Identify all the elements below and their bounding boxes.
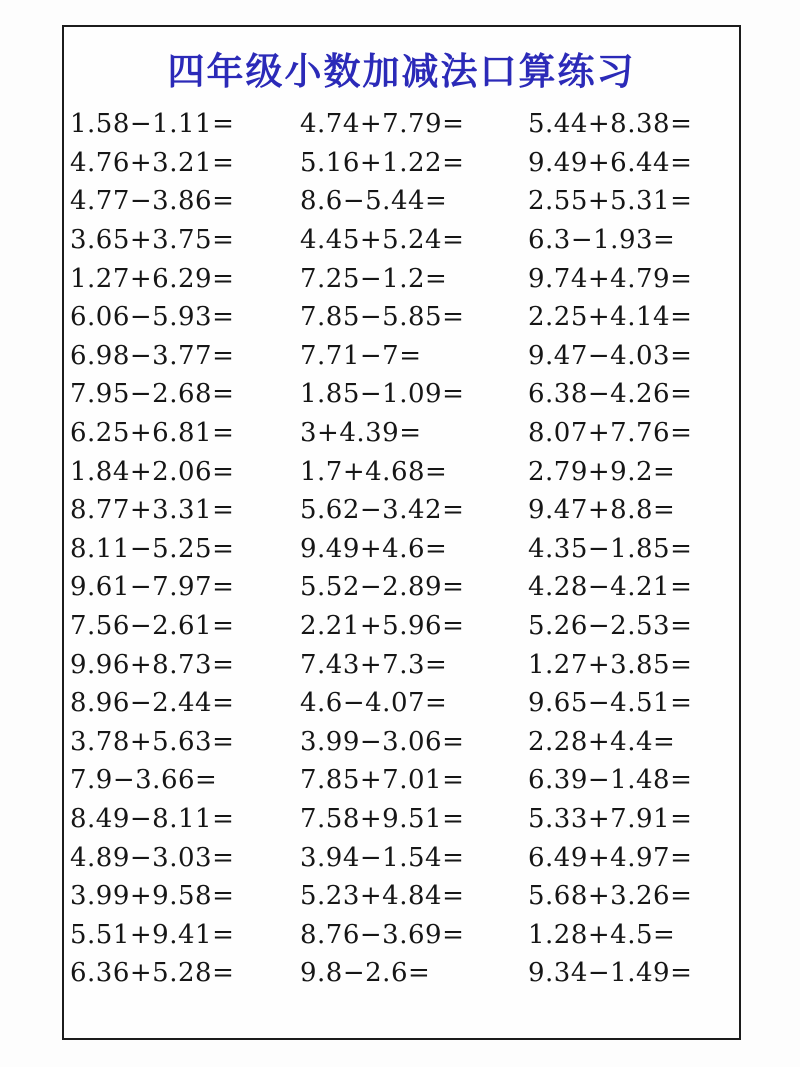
problem: 1.27+3.85=: [528, 649, 693, 680]
problems-grid: [64, 105, 739, 993]
problem: 1.84+2.06=: [70, 456, 235, 487]
problem: 8.76−3.69=: [300, 919, 465, 950]
problem: 6.38−4.26=: [528, 379, 693, 410]
problem: 8.96−2.44=: [70, 688, 235, 719]
problem: 7.71−7=: [300, 340, 422, 371]
problem: 9.96+8.73=: [70, 649, 235, 680]
worksheet-border-frame: [62, 25, 741, 1040]
problem: 6.25+6.81=: [70, 418, 235, 449]
problem: 8.11−5.25=: [70, 533, 235, 564]
problem: 5.44+8.38=: [528, 109, 693, 140]
problem: 1.85−1.09=: [300, 379, 465, 410]
problem: 4.35−1.85=: [528, 533, 693, 564]
problem: 1.7+4.68=: [300, 456, 448, 487]
problem: 9.65−4.51=: [528, 688, 693, 719]
problem: 7.95−2.68=: [70, 379, 235, 410]
problem: 2.21+5.96=: [300, 611, 465, 642]
problem: 6.39−1.48=: [528, 765, 693, 796]
problem: 4.45+5.24=: [300, 225, 465, 256]
problem: 6.49+4.97=: [528, 842, 693, 873]
problem: 7.43+7.3=: [300, 649, 448, 680]
problem: 4.77−3.86=: [70, 186, 235, 217]
problem: 8.07+7.76=: [528, 418, 693, 449]
problem: 9.47+8.8=: [528, 495, 676, 526]
problem: 8.77+3.31=: [70, 495, 235, 526]
problem: 9.8−2.6=: [300, 958, 431, 989]
problem: 7.58+9.51=: [300, 803, 465, 834]
problem: 9.74+4.79=: [528, 263, 693, 294]
problem: 1.27+6.29=: [70, 263, 235, 294]
problem: 9.49+4.6=: [300, 533, 448, 564]
problem: 3.65+3.75=: [70, 225, 235, 256]
worksheet-title: 四年级小数加减法口算练习: [167, 49, 636, 93]
problem: 5.26−2.53=: [528, 611, 693, 642]
problem: 6.3−1.93=: [528, 225, 676, 256]
problem: 7.25−1.2=: [300, 263, 448, 294]
problem: 9.47−4.03=: [528, 340, 693, 371]
problem: 5.62−3.42=: [300, 495, 465, 526]
problem: 3.99−3.06=: [300, 726, 465, 757]
problem: 8.6−5.44=: [300, 186, 448, 217]
problem: 3+4.39=: [300, 418, 422, 449]
problem: 9.34−1.49=: [528, 958, 693, 989]
problem: 3.94−1.54=: [300, 842, 465, 873]
problem: 5.33+7.91=: [528, 803, 693, 834]
problem: 6.36+5.28=: [70, 958, 235, 989]
problem: 4.28−4.21=: [528, 572, 693, 603]
problem: 7.9−3.66=: [70, 765, 218, 796]
problem: 2.79+9.2=: [528, 456, 676, 487]
problem: 6.98−3.77=: [70, 340, 235, 371]
problem: 8.49−8.11=: [70, 803, 235, 834]
problem: 6.06−5.93=: [70, 302, 235, 333]
problem: 4.89−3.03=: [70, 842, 235, 873]
problem: 1.28+4.5=: [528, 919, 676, 950]
problem: 5.68+3.26=: [528, 881, 693, 912]
problem: 2.25+4.14=: [528, 302, 693, 333]
problem: 5.16+1.22=: [300, 147, 465, 178]
problem: 7.56−2.61=: [70, 611, 235, 642]
problem: 3.99+9.58=: [70, 881, 235, 912]
problem: 3.78+5.63=: [70, 726, 235, 757]
problem: 9.49+6.44=: [528, 147, 693, 178]
problem: 9.61−7.97=: [70, 572, 235, 603]
problem: 7.85+7.01=: [300, 765, 465, 796]
problem: 2.28+4.4=: [528, 726, 676, 757]
problem: 2.55+5.31=: [528, 186, 693, 217]
problem: 4.6−4.07=: [300, 688, 448, 719]
problem: 5.52−2.89=: [300, 572, 465, 603]
problem: 7.85−5.85=: [300, 302, 465, 333]
problem: 5.23+4.84=: [300, 881, 465, 912]
problem: 4.76+3.21=: [70, 147, 235, 178]
problem: 1.58−1.11=: [70, 109, 235, 140]
problem: 4.74+7.79=: [300, 109, 465, 140]
problem: 5.51+9.41=: [70, 919, 235, 950]
